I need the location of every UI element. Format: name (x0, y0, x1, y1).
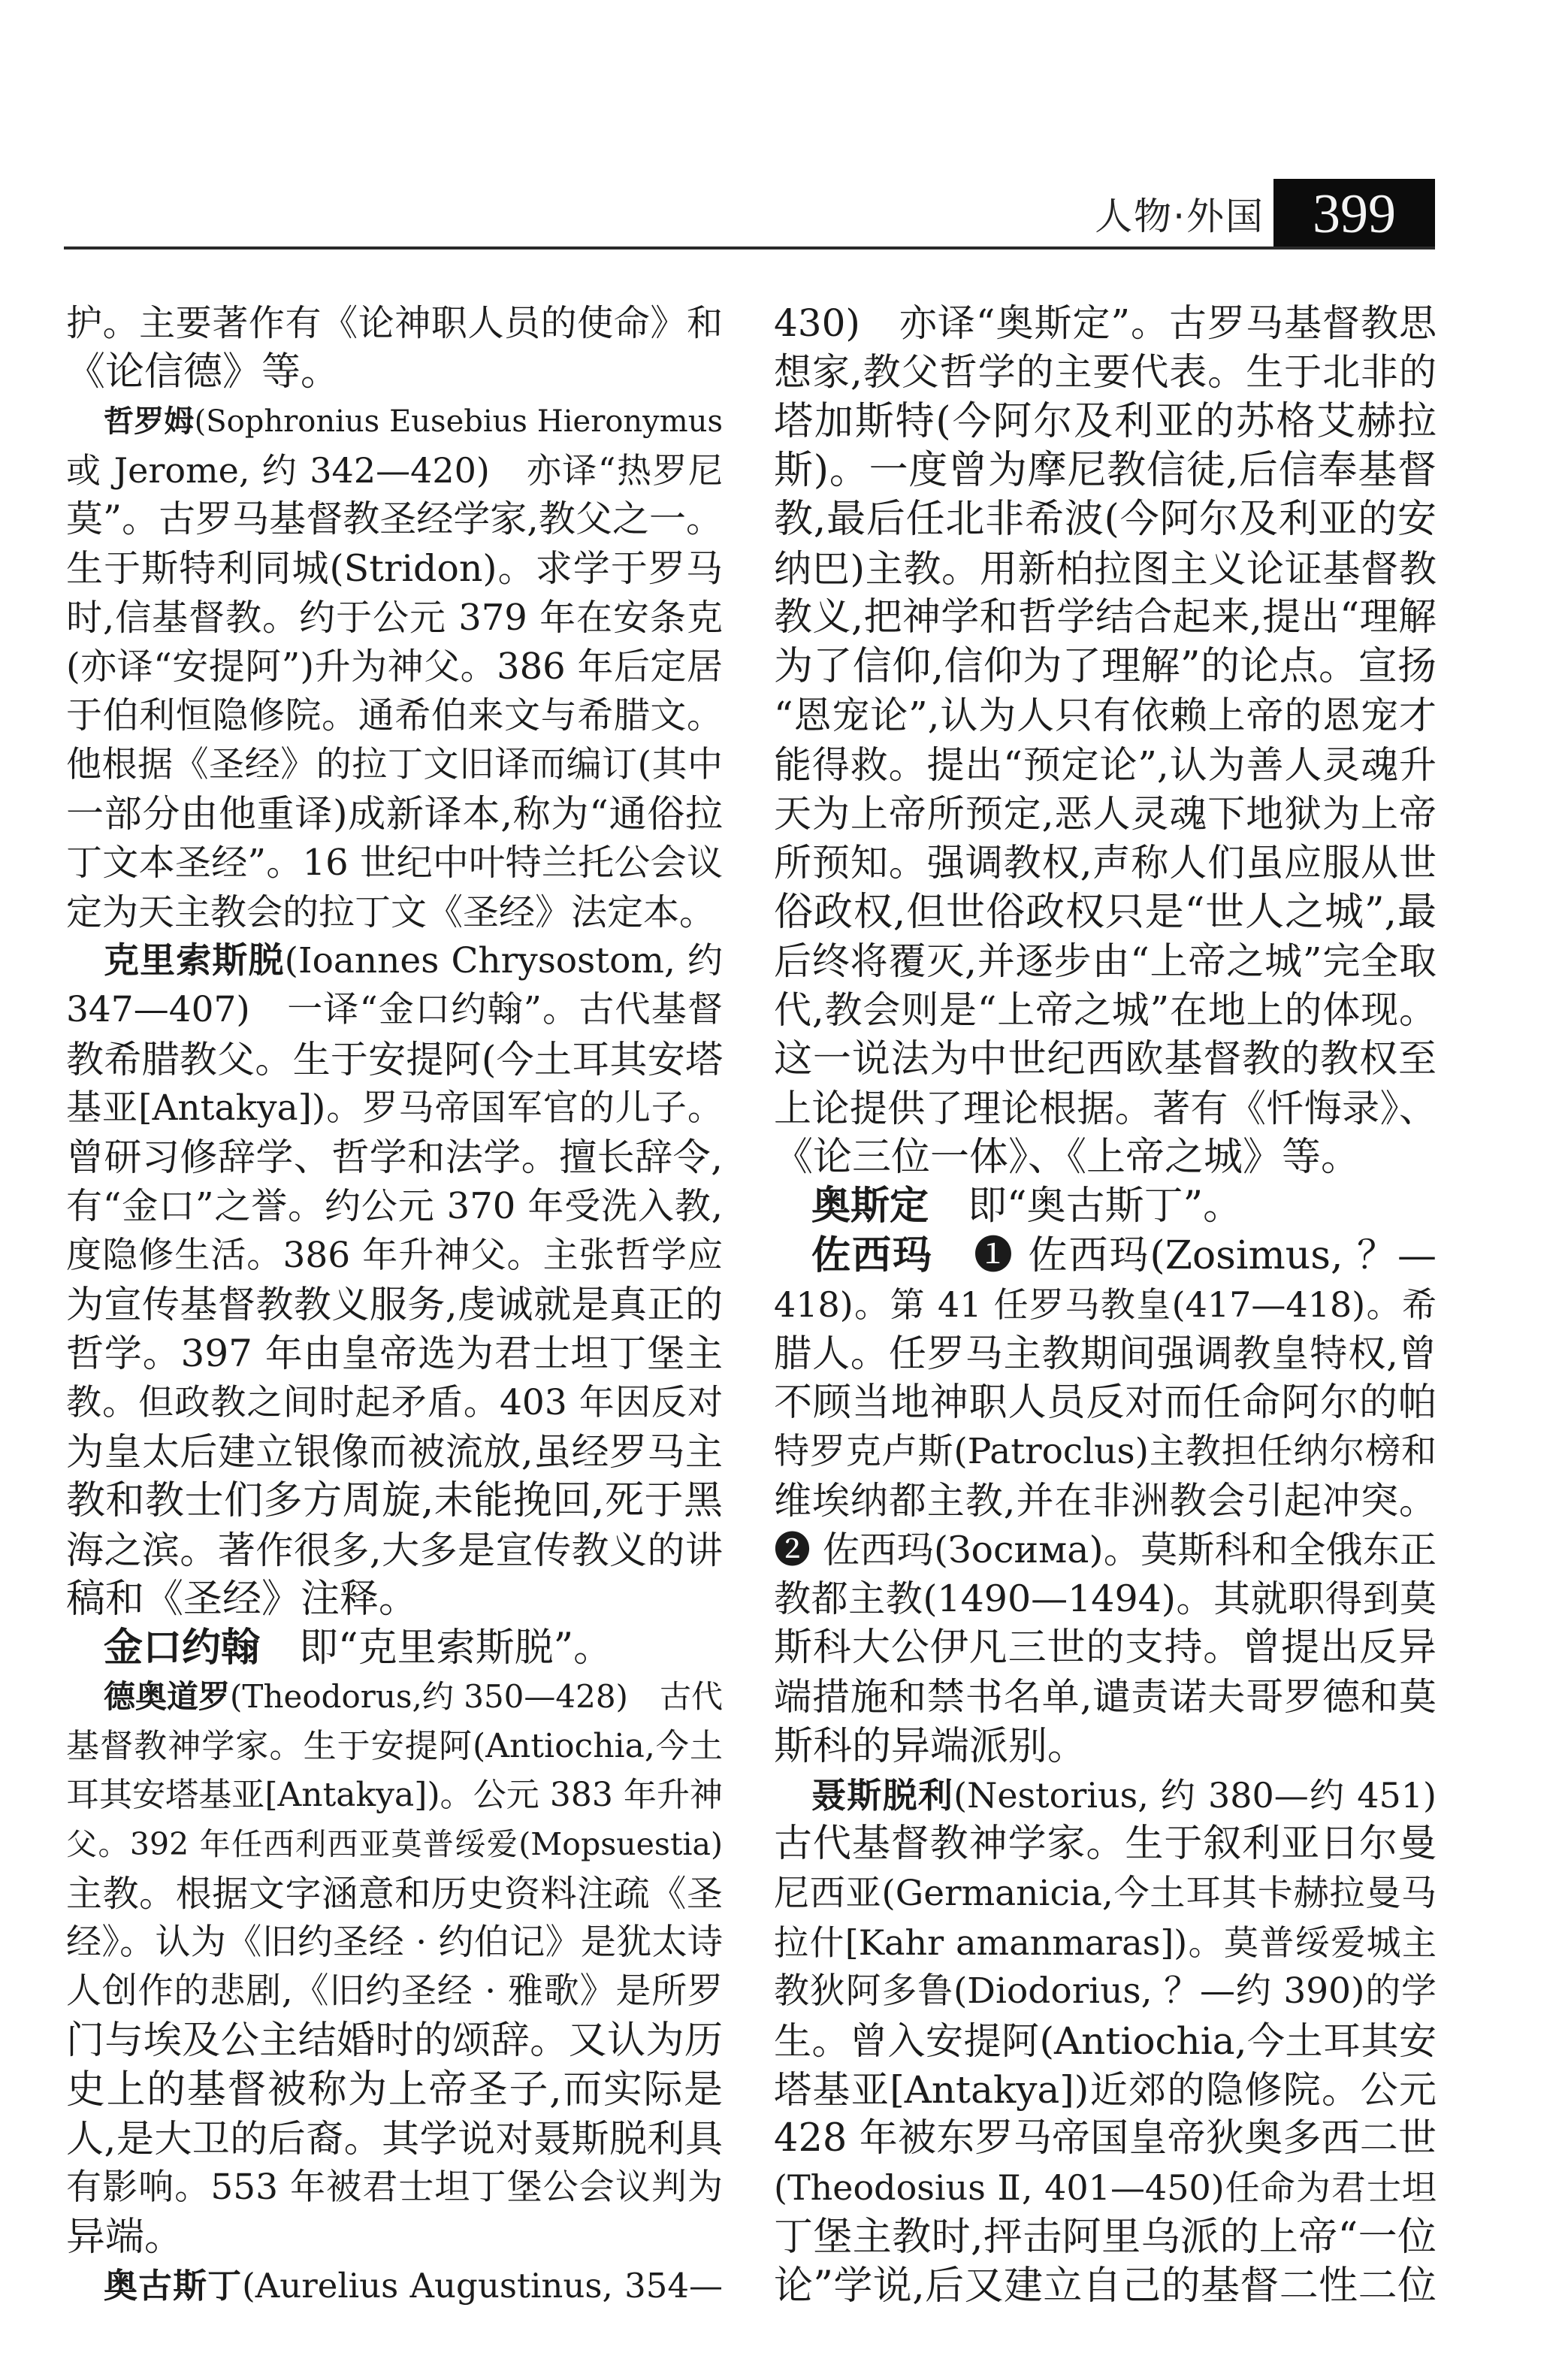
text-line (774, 397, 1437, 446)
entry-heading-line (104, 936, 723, 986)
line-text: 人创作的悲剧,《旧约圣经 · 雅歌》是所罗 (66, 1970, 723, 2013)
text-line (66, 691, 723, 740)
text-line (774, 691, 1437, 740)
text-line (774, 1133, 1437, 1182)
entry-headword: 聂斯脱利 (811, 1775, 954, 1816)
line-text: 拉什[Kahr amanmaras])。莫普绥爱城主 (774, 1922, 1437, 1963)
line-text: 418)。第 41 任罗马教皇(417—418)。希 (774, 1284, 1437, 1325)
text-line (66, 2163, 723, 2212)
text-line (774, 1722, 1437, 1771)
line-text: “恩宠论”,认为人只有依赖上帝的恩宠才 (774, 694, 1437, 738)
text-line (774, 347, 1437, 397)
text-line (66, 494, 723, 544)
line-text: 为宣传基督教教义服务,虔诚就是真正的 (66, 1283, 723, 1326)
line-text: 塔基亚[Antakya])近郊的隐修院。公元 (774, 2067, 1437, 2112)
line-text: 所预知。强调教权,声称人们虽应服从世 (774, 841, 1437, 885)
line-text: 纳巴)主教。用新柏拉图主义论证基督教 (774, 546, 1437, 591)
text-line (66, 593, 723, 643)
line-text: 基亚[Antakya])。罗马帝国军官的儿子。 (66, 1087, 723, 1129)
line-text: 主教。根据文字涵意和历史资料注疏《圣 (66, 1872, 723, 1915)
text-line (66, 1869, 723, 1919)
line-text: 古代基督教神学家。生于叙利亚日尔曼 (774, 1822, 1437, 1867)
line-text: 时,信基督教。约于公元 379 年在安条克 (66, 596, 723, 639)
line-text: 生于斯特利同城(Stridon)。求学于罗马 (66, 546, 723, 590)
text-line (774, 1526, 1437, 1575)
text-line (774, 544, 1437, 594)
text-line (66, 2065, 723, 2115)
line-text: ❶ 佐西玛(Zosimus, ？— (932, 1232, 1437, 1278)
line-text: 人,是大卫的后裔。其学说对聂斯脱利具 (66, 2117, 723, 2161)
text-line (774, 1035, 1437, 1084)
text-line (66, 985, 723, 1035)
text-line (774, 838, 1437, 888)
line-text: 定为天主教会的拉丁文《圣经》法定本。 (66, 891, 716, 933)
line-text: (Ioannes Chrysostom, 约 (284, 939, 723, 981)
text-line (66, 298, 723, 348)
text-line (774, 446, 1437, 495)
line-text: 上论提供了理论根据。著有《忏悔录》、 (774, 1086, 1437, 1130)
text-line (774, 888, 1437, 937)
text-line (774, 2212, 1437, 2262)
text-line (774, 1427, 1437, 1477)
line-text: 度隐修生活。386 年升神父。主张哲学应 (66, 1234, 723, 1276)
text-line (66, 1819, 723, 1869)
line-text: 一部分由他重译)成新译本,称为“通俗拉 (66, 792, 723, 836)
line-text: 端措施和禁书名单,谴责诺夫哥罗德和莫 (774, 1675, 1437, 1719)
text-line (66, 1378, 723, 1428)
line-text: 教希腊教父。生于安提阿(今土耳其安塔 (66, 1037, 723, 1081)
text-line (66, 1181, 723, 1231)
text-line (774, 494, 1437, 544)
line-text: 经》。认为《旧约圣经 · 约伯记》是犹太诗 (66, 1921, 723, 1963)
line-text: 想家,教父哲学的主要代表。生于北非的 (774, 350, 1437, 395)
text-line (774, 1280, 1437, 1329)
entry-heading-line (104, 397, 723, 446)
line-text: (亦译“安提阿”)升为神父。386 年后定居 (66, 646, 723, 688)
line-text: 丁堡主教时,抨击阿里乌派的上帝“一位 (774, 2214, 1437, 2260)
line-text: 莫”。古罗马基督教圣经学家,教父之一。 (66, 497, 723, 541)
text-line (774, 1967, 1437, 2016)
header-rule (64, 246, 1435, 249)
text-line (774, 1869, 1437, 1919)
line-text: 斯)。一度曾为摩尼教信徒,后信奉基督 (774, 447, 1437, 493)
line-text: 腊人。任罗马主教期间强调教皇特权,曾 (774, 1332, 1437, 1376)
line-text: 哲学。397 年由皇帝选为君士坦丁堡主 (66, 1332, 723, 1376)
text-line (774, 1623, 1437, 1673)
text-line (66, 1084, 723, 1133)
line-text: 基督教神学家。生于安提阿(Antiochia,今土 (66, 1726, 723, 1765)
line-text: 维埃纳都主教,并在非洲教会引起冲突。 (774, 1479, 1437, 1523)
text-line (774, 936, 1437, 986)
text-line (66, 446, 723, 495)
entry-heading-line (104, 1623, 723, 1673)
line-text: 430) 亦译“奥斯定”。古罗马基督教思 (774, 301, 1437, 345)
line-text: 为皇太后建立银像而被流放,虽经罗马主 (66, 1429, 723, 1474)
text-line (66, 1476, 723, 1526)
line-text: 耳其安塔基亚[Antakya])。公元 383 年升神 (66, 1776, 723, 1814)
text-line (774, 2114, 1437, 2164)
line-text: 不顾当地神职人员反对而任命阿尔的帕 (774, 1380, 1437, 1425)
text-line (774, 1476, 1437, 1526)
entry-headword: 哲罗姆 (104, 404, 195, 439)
text-line (66, 1918, 723, 1967)
line-text: 稿和《圣经》注释。 (66, 1576, 418, 1622)
entry-heading-line (811, 1181, 1437, 1231)
text-line (774, 789, 1437, 839)
line-text: 塔加斯特(今阿尔及利亚的苏格艾赫拉 (774, 398, 1437, 444)
text-line (66, 2114, 723, 2164)
text-line (774, 1918, 1437, 1967)
text-line (66, 1133, 723, 1182)
line-text: 护。主要著作有《论神职人员的使命》和 (66, 302, 723, 344)
line-text: 异端。 (66, 2214, 184, 2260)
line-text: 特罗克卢斯(Patroclus)主教担任纳尔榜和 (774, 1430, 1437, 1472)
line-text: 有影响。553 年被君士坦丁堡公会议判为 (66, 2167, 723, 2209)
text-line (66, 1574, 723, 1624)
text-line (66, 789, 723, 839)
line-text: 于伯利恒隐修院。通希伯来文与希腊文。 (66, 694, 723, 737)
text-line (774, 1574, 1437, 1624)
line-text: 即“克里索斯脱”。 (260, 1625, 613, 1671)
text-line (66, 838, 723, 888)
line-text: 代,教会则是“上帝之城”在地上的体现。 (774, 988, 1437, 1033)
entry-headword: 奥古斯丁 (104, 2266, 243, 2306)
line-text: 后终将覆灭,并逐步由“上帝之城”完全取 (774, 939, 1437, 983)
line-text: 丁文本圣经”。16 世纪中叶特兰托公会议 (66, 842, 723, 885)
text-line (774, 740, 1437, 790)
text-line (774, 2261, 1437, 2311)
line-text: (Theodosius Ⅱ, 401—450)任命为君士坦 (774, 2167, 1437, 2209)
text-line (774, 1329, 1437, 1378)
line-text: (Theodorus,约 350—428) 古代 (230, 1678, 723, 1716)
line-text: 生。曾入安提阿(Antiochia,今土耳其安 (774, 2019, 1437, 2063)
text-line (774, 593, 1437, 643)
text-line (774, 2016, 1437, 2066)
text-line (66, 642, 723, 691)
text-line (774, 985, 1437, 1035)
entry-headword: 克里索斯脱 (104, 939, 285, 981)
text-line (66, 1722, 723, 1771)
text-line (66, 2016, 723, 2066)
page-number: 399 (1273, 179, 1435, 249)
text-line (66, 1231, 723, 1281)
text-line (66, 740, 723, 790)
line-text: 海之滨。著作很多,大多是宣传教义的讲 (66, 1528, 723, 1572)
line-text: 教都主教(1490—1494)。其就职得到莫 (774, 1577, 1437, 1620)
line-text: (Nestorius, 约 380—约 451) (953, 1775, 1437, 1816)
text-line (66, 1427, 723, 1477)
line-text: 教,最后任北非希波(今阿尔及利亚的安 (774, 497, 1437, 543)
text-line (774, 1084, 1437, 1133)
entry-headword: 德奥道罗 (104, 1678, 231, 1716)
text-line (66, 1526, 723, 1575)
entry-headword: 奥斯定 (811, 1184, 929, 1229)
line-text: 斯科大公伊凡三世的支持。曾提出反异 (774, 1625, 1437, 1671)
text-line (66, 347, 723, 397)
line-text: 428 年被东罗马帝国皇帝狄奥多西二世 (774, 2116, 1437, 2161)
line-text: 教狄阿多鲁(Diodorius, ？—约 390)的学 (774, 1970, 1437, 2013)
text-line (66, 544, 723, 594)
line-text: 尼西亚(Germanicia,今土耳其卡赫拉曼马 (774, 1872, 1437, 1914)
line-text: 有“金口”之誉。约公元 370 年受洗入教, (66, 1185, 723, 1228)
line-text: 或 Jerome, 约 342—420) 亦译“热罗尼 (66, 449, 723, 491)
line-text: 他根据《圣经》的拉丁文旧译而编订(其中 (66, 743, 723, 785)
line-text: 门与埃及公主结婚时的颂辞。又认为历 (66, 2018, 723, 2063)
text-line (66, 888, 723, 937)
line-text: 天为上帝所预定,恶人灵魂下地狱为上帝 (774, 792, 1437, 836)
line-text: 347—407) 一译“金口约翰”。古代基督 (66, 989, 723, 1031)
entry-headword: 金口约翰 (104, 1625, 261, 1671)
line-text: 为了信仰,信仰为了理解”的论点。宣扬 (774, 644, 1437, 690)
entry-heading-line (811, 1771, 1437, 1820)
text-line (774, 1672, 1437, 1722)
line-text: 即“奥古斯丁”。 (929, 1184, 1243, 1229)
text-line (774, 1378, 1437, 1428)
line-text: 《论三位一体》、《上帝之城》等。 (774, 1135, 1361, 1181)
text-line (66, 1035, 723, 1084)
entry-heading-line (811, 1231, 1437, 1281)
entry-heading-line (104, 1672, 723, 1722)
line-text: 斯科的异端派别。 (774, 1723, 1087, 1769)
line-text: (Aurelius Augustinus, 354— (242, 2266, 723, 2306)
text-line (774, 642, 1437, 691)
line-text: 父。392 年任西利西亚莫普绥爱(Mopsuestia) (66, 1826, 723, 1863)
line-text: 教。但政教之间时起矛盾。403 年因反对 (66, 1381, 723, 1423)
text-line (66, 1280, 723, 1329)
line-text: ❷ 佐西玛(Зосима)。莫斯科和全俄东正 (774, 1528, 1437, 1571)
text-line (66, 2212, 723, 2262)
line-text: 能得救。提出“预定论”,认为善人灵魂升 (774, 742, 1437, 787)
section-title: 人物·外国 (1095, 195, 1264, 238)
line-text: 教义,把神学和哲学结合起来,提出“理解 (774, 594, 1437, 640)
line-text: (Sophronius Eusebius Hieronymus (194, 404, 723, 439)
text-line (774, 2163, 1437, 2212)
text-line (66, 1771, 723, 1820)
text-line (66, 1967, 723, 2016)
line-text: 论”学说,后又建立自己的基督二性二位 (774, 2264, 1437, 2309)
text-line (774, 298, 1437, 348)
entry-heading-line (104, 2261, 723, 2311)
text-line (66, 1329, 723, 1378)
text-line (774, 2065, 1437, 2115)
line-text: 《论信德》等。 (66, 349, 340, 395)
line-text: 这一说法为中世纪西欧基督教的教权至 (774, 1036, 1437, 1081)
entry-headword: 佐西玛 (811, 1232, 933, 1278)
line-text: 史上的基督被称为上帝圣子,而实际是 (66, 2067, 723, 2112)
line-text: 俗政权,但世俗政权只是“世人之城”,最 (774, 889, 1437, 935)
line-text: 教和教士们多方周旋,未能挽回,死于黑 (66, 1478, 723, 1524)
line-text: 曾研习修辞学、哲学和法学。擅长辞令, (66, 1136, 723, 1180)
text-line (774, 1819, 1437, 1869)
